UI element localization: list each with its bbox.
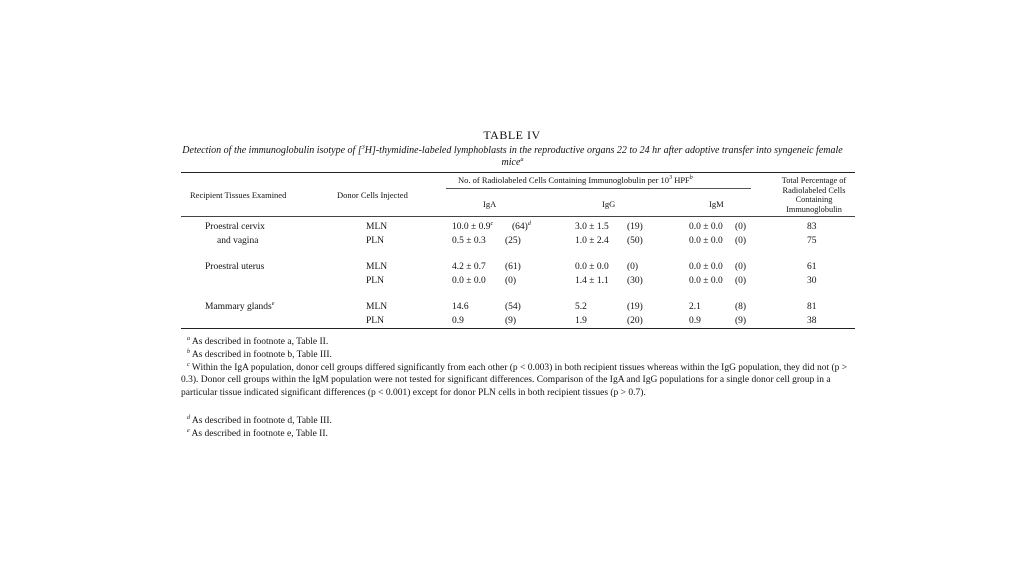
column-group-rule (446, 188, 751, 189)
row-igm-count: (0) (735, 222, 747, 232)
row-igg-value: 1.4 ± 1.1 (575, 276, 609, 286)
row-igg-value: 3.0 ± 1.5 (575, 222, 609, 232)
row-tissue: Mammary glands$^e$ (205, 301, 275, 312)
row-total: 83 (807, 222, 817, 232)
row-igg-value: 1.9 (575, 316, 587, 326)
row-igg-count: (50) (627, 236, 643, 246)
footnote-mark: a (187, 336, 190, 342)
row-igm-value: 2.1 (689, 302, 701, 312)
row-igm-value: 0.9 (689, 316, 701, 326)
row-iga-count: (54) (505, 302, 521, 312)
row-igg-count: (0) (627, 262, 639, 272)
row-igm-value: 0.0 ± 0.0 (689, 276, 723, 286)
row-igm-count: (9) (735, 316, 747, 326)
footnote-mark: d (527, 221, 531, 227)
row-igg-count: (20) (627, 316, 643, 326)
row-iga-value: 14.6 (452, 302, 469, 312)
row-donor: MLN (366, 262, 388, 272)
header-group-footnote-mark: b (689, 175, 693, 181)
header-group-pre: No. of Radiolabeled Cells Containing Immunoglobulin per 10 (458, 175, 670, 185)
row-igm-count: (0) (735, 236, 747, 246)
row-iga-count: (61) (505, 262, 521, 272)
table-title: TABLE IV (483, 128, 541, 142)
header-immunoglobulin-group (458, 175, 693, 186)
row-igm-value: 0.0 ± 0.0 (689, 236, 723, 246)
row-donor: PLN (366, 316, 384, 326)
row-igg-value: 5.2 (575, 302, 587, 312)
footnote-a (181, 336, 857, 348)
bottom-rule (181, 328, 855, 329)
footnote-mark: d (187, 415, 190, 421)
footnote-mark: c (187, 362, 190, 368)
footnote-e (181, 428, 857, 440)
row-iga-count: (9) (505, 316, 517, 326)
footnote-text: As described in footnote e, Table II. (189, 429, 328, 439)
row-igm-count: (0) (735, 262, 747, 272)
top-rule (181, 172, 855, 173)
row-igm-count: (0) (735, 276, 747, 286)
footnote-mark: e (187, 428, 190, 434)
row-tissue: and vagina (217, 236, 259, 246)
row-igg-count: (30) (627, 276, 643, 286)
header-total-percentage: Total Percentage of Radiolabeled Cells Containing Immunoglobulin (781, 176, 847, 214)
row-iga-count: $(64)^d$ (512, 221, 531, 232)
footnote-text: As described in footnote b, Table III. (190, 350, 332, 360)
row-donor: PLN (366, 236, 384, 246)
row-igg-value: 0.0 ± 0.0 (575, 262, 609, 272)
row-igg-count: (19) (627, 222, 643, 232)
caption-text-post: H]-thymidine-labeled lymphoblasts in the reproductive organs 22 to 24 hr after adoptive transfer into syngeneic female mice (364, 145, 843, 168)
header-donor-cells: Donor Cells Injected (337, 190, 408, 200)
row-total: 81 (807, 302, 817, 312)
row-igm-value: 0.0 ± 0.0 (689, 222, 723, 232)
row-igm-count: (8) (735, 302, 747, 312)
row-total: 61 (807, 262, 817, 272)
footnote-c (181, 362, 857, 399)
caption-footnote-mark: a (520, 157, 524, 163)
header-iga: IgA (483, 199, 497, 209)
header-group-post: HPF (672, 175, 690, 185)
footnote-mark: e (271, 301, 275, 307)
row-iga-value: 0.5 ± 0.3 (452, 236, 486, 246)
caption-superscript: 3 (361, 145, 365, 151)
row-total: 75 (807, 236, 817, 246)
row-igm-value: 0.0 ± 0.0 (689, 262, 723, 272)
row-donor: PLN (366, 276, 384, 286)
row-iga-value: 10.0 ± 0.9$^c$ (452, 221, 494, 232)
header-group-exponent: 3 (669, 175, 673, 181)
footnote-b (181, 349, 857, 361)
row-iga-count: (25) (505, 236, 521, 246)
header-recipient-tissues: Recipient Tissues Examined (190, 190, 287, 200)
row-igg-count: (19) (627, 302, 643, 312)
caption-text-pre: Detection of the immunoglobulin isotype of [ (182, 145, 362, 156)
row-total: 38 (807, 316, 817, 326)
footnote-text: As described in footnote a, Table II. (190, 337, 329, 347)
row-iga-value: 4.2 ± 0.7 (452, 262, 486, 272)
footnote-text: Within the IgA population, donor cell groups differed significantly from each other (p < 0.003) in both recipient tissues whereas within the IgG population, they did not (p > 0.3). Donor cell groups within the IgM population were not tested for significant differences. Comparison of the IgA and IgG populations for a single donor cell group in a particular tissue indicated significant differences (p < 0.001) except for donor PLN cells in both recipient tissues (p > 0.7). (181, 363, 848, 398)
footnote-mark: c (490, 221, 494, 227)
footnote-d (181, 415, 857, 427)
row-tissue: Proestral uterus (205, 262, 265, 272)
footnote-text: As described in footnote d, Table III. (190, 416, 332, 426)
row-tissue: Proestral cervix (205, 222, 265, 232)
row-donor: MLN (366, 302, 388, 312)
header-igg: IgG (602, 199, 616, 209)
footnote-mark: b (187, 349, 190, 355)
row-iga-value: 0.0 ± 0.0 (452, 276, 486, 286)
header-rule (181, 216, 855, 217)
table-caption (180, 145, 845, 169)
header-igm: IgM (709, 199, 724, 209)
row-iga-count: (0) (505, 276, 517, 286)
row-iga-value: 0.9 (452, 316, 464, 326)
row-igg-value: 1.0 ± 2.4 (575, 236, 609, 246)
row-donor: MLN (366, 222, 388, 232)
row-total: 30 (807, 276, 817, 286)
